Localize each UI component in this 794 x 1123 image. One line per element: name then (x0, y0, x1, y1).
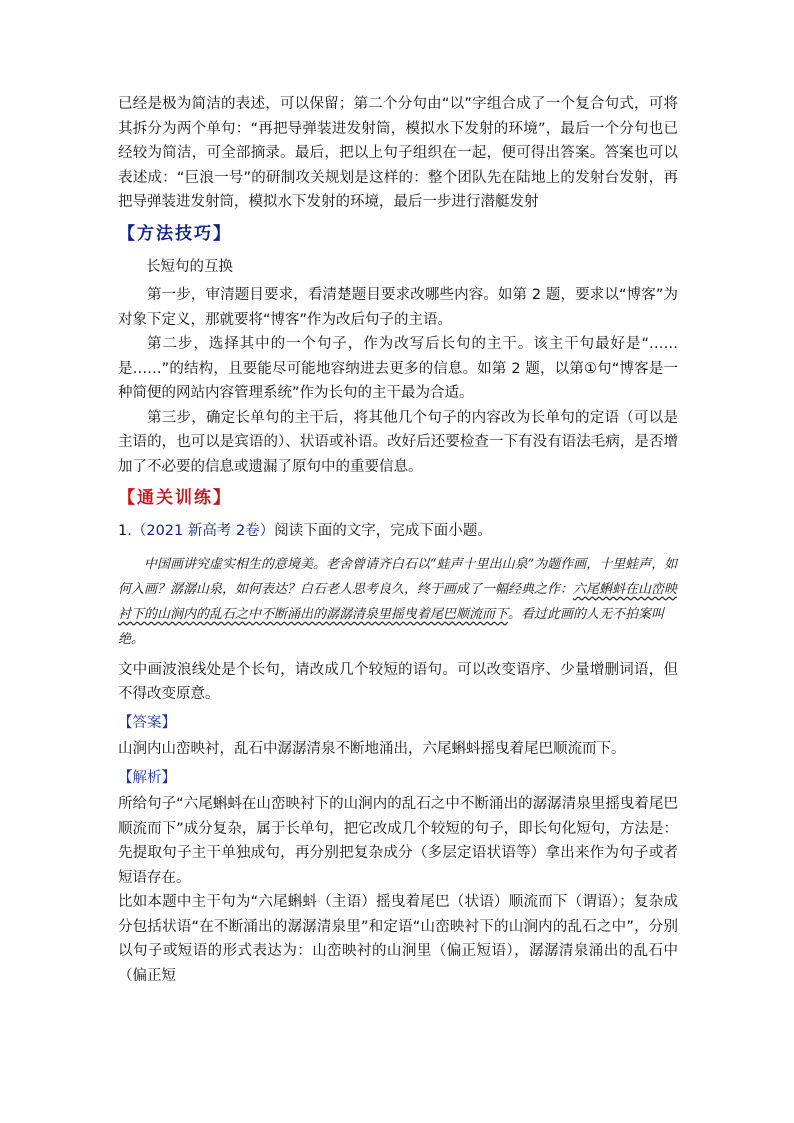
question-source: （2021 新高考 2卷） (131, 523, 275, 539)
method-section-title: 【方法技巧】 (118, 223, 232, 244)
analysis-label: 【解析】 (118, 769, 176, 786)
method-step-2: 第二步，选择其中的一个句子，作为改写后长句的主干。该主干句最好是“……是……”的结构，且要能尽可能地容纳进去更多的信息。如第 2 题，以第①句“博客是一种简便的网站内容管理系统”作为长句的主干最为合适。 (118, 336, 678, 401)
question-task: 文中画波浪线处是个长句，请改成几个较短的语句。可以改变语序、少量增删词语，但不得改变原意。 (118, 661, 678, 702)
intro-paragraph: 已经是极为简洁的表述，可以保留；第二个分句由“以”字组合成了一个复合句式，可将其拆分为两个单句：“再把导弹装进发射筒，模拟水下发射的环境”，最后一个分句也已经较为简洁，可全部摘录。最后，把以上句子组织在一起，便可得出答案。答案也可以表述成：“巨浪一号”的研制攻关规划是这样的：整个团队先在陆地上的发射台发射，再把导弹装进发射筒，模拟水下发射的环境，最后一步进行潜艇发射 (118, 96, 678, 210)
method-step-1: 第一步，审清题目要求，看清楚题目要求改哪些内容。如第 2 题，要求以“博客”为对象下定义，那就要将“博客”作为改后句子的主语。 (118, 287, 678, 328)
answer-text: 山涧内山峦映衬，乱石中潺潺清泉不断地涌出，六尾蝌蚪摇曳着尾巴顺流而下。 (118, 741, 626, 757)
analysis-paragraph-2: 比如本题中主干句为“六尾蝌蚪（主语）摇曳着尾巴（状语）顺流而下（谓语）；复杂成分包括状语“在不断涌出的潺潺清泉里”和定语“山峦映衬下的山涧内的乱石之中”，分别以句子或短语的形式表达为：山峦映衬的山涧里（偏正短语），潺潺清泉涌出的乱石中（偏正短 (118, 894, 678, 984)
question-prompt: 阅读下面的文字，完成下面小题。 (274, 523, 492, 539)
question-number: 1. (118, 523, 132, 539)
passage-text: 中国画讲究虚实相生的意境美。老舍曾请齐白石以“蛙声十里出山泉”为题作画，十里蛙声，如何入画？潺潺山泉，如何表达？白石老人思考良久，终于画成了一幅经典之作： (118, 556, 678, 597)
passage-wavy-underlined-sentence: 六尾蝌蚪在山峦映衬下的山涧内的乱石之中不断涌出的潺潺清泉里摇曳着尾巴顺流而下 (118, 581, 678, 622)
method-step-3: 第三步，确定长单句的主干后，将其他几个句子的内容改为长单句的定语（可以是主语的，也可以是宾语的）、状语或补语。改好后还要检查一下有没有语法毛病，是否增加了不必要的信息或遗漏了原句中的重要信息。 (118, 409, 678, 475)
method-subtitle: 长短句的互换 (146, 258, 233, 275)
answer-label: 【答案】 (118, 714, 176, 731)
analysis-paragraph-1: 所给句子“六尾蝌蚪在山峦映衬下的山涧内的乱石之中不断涌出的潺潺清泉里摇曳着尾巴顺流而下”成分复杂，属于长单句，把它改成几个较短的句子，即长句化短句，方法是：先提取句子主干单独成句，再分别把复杂成分（多层定语状语等）拿出来作为句子或者短语存在。 (118, 796, 678, 886)
training-section-title: 【通关训练】 (118, 488, 232, 508)
passage-ending: 。看过此画的人无不拍案叫绝。 (118, 606, 665, 647)
question-header (118, 519, 678, 544)
content-column (118, 92, 678, 988)
reading-passage (118, 552, 678, 652)
